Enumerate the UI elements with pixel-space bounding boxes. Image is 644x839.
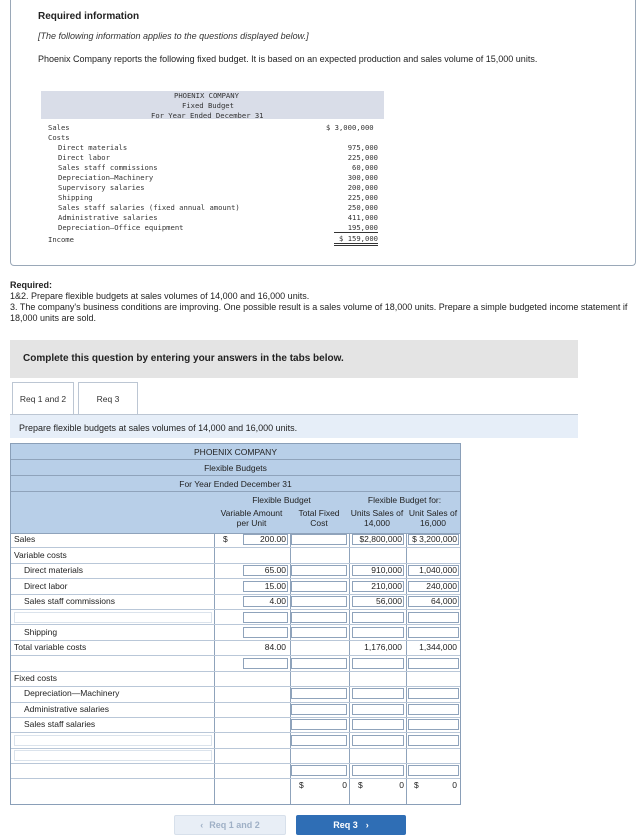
blank-fixed-row-fixed-input[interactable]: [291, 735, 347, 746]
next-button[interactable]: [296, 815, 406, 835]
fixed-budget-item-label: Depreciation—Machinery: [58, 173, 154, 182]
fixed-budget-period: For Year Ended December 31: [151, 111, 264, 120]
required-line-1: 1&2. Prepare flexible budgets at sales volumes of 14,000 and 16,000 units.: [10, 291, 310, 301]
ssc-fixed-input[interactable]: [291, 596, 347, 607]
ssc-16000-value: 64,000: [431, 596, 457, 606]
chevron-right-icon: ›: [365, 820, 369, 830]
row-depreciation-machinery-label: Depreciation—Machinery: [24, 688, 120, 698]
information-description: Phoenix Company reports the following fixed budget. It is based on an expected production and sales volume of 15,000 units.: [38, 54, 538, 64]
contribution-variable-input[interactable]: [243, 658, 288, 669]
contribution-14000-input[interactable]: [352, 658, 404, 669]
shipping-14000-input[interactable]: [352, 627, 404, 638]
fixed-budget-item-value: 60,000: [352, 163, 378, 172]
row-sales-label: Sales: [14, 534, 36, 544]
fixed-budget-company: PHOENIX COMPANY: [174, 91, 239, 100]
dl-16000-value: 240,000: [426, 581, 457, 591]
sales-16000-value: $ 3,200,000: [412, 534, 457, 544]
blank-row-variable-input[interactable]: [243, 612, 288, 623]
row-shipping-label: Shipping: [24, 627, 58, 637]
admin-fixed-input[interactable]: [291, 704, 347, 715]
fixed-budget-item-label: Direct labor: [58, 153, 110, 162]
shipping-fixed-input[interactable]: [291, 627, 347, 638]
admin-14000-input[interactable]: [352, 704, 404, 715]
instruction-text: Complete this question by entering your answers in the tabs below.: [23, 353, 344, 364]
total-fixed-value: 0: [342, 780, 347, 790]
dep-fixed-input[interactable]: [291, 688, 347, 699]
information-note: [The following information applies to the questions displayed below.]: [38, 31, 309, 41]
contribution-16000-input[interactable]: [408, 658, 459, 669]
fixed-budget-item-label: Depreciation—Office equipment: [58, 223, 184, 232]
total-14000-input[interactable]: [352, 765, 404, 776]
sss-fixed-input[interactable]: [291, 719, 347, 730]
dep-14000-input[interactable]: [352, 688, 404, 699]
blank-row-16000-input[interactable]: [408, 612, 459, 623]
flex-company: PHOENIX COMPANY: [194, 447, 277, 457]
dl-fixed-input[interactable]: [291, 581, 347, 592]
fixed-budget-item-value: 300,000: [347, 173, 378, 182]
col-total-fixed-cost: Total Fixed Cost: [298, 508, 340, 528]
row-sales-staff-commissions-label: Sales staff commissions: [24, 596, 116, 606]
tvc-16000-value: 1,344,000: [419, 642, 457, 652]
sales-variable-value: 200.00: [260, 534, 286, 544]
fixed-budget-item-label: Sales staff salaries (fixed annual amount): [58, 203, 240, 212]
fixed-budget-item-value: 411,000: [347, 213, 378, 222]
row-sales-staff-salaries-label: Sales staff salaries: [24, 719, 96, 729]
fixed-budget-item-value: 225,000: [347, 193, 378, 202]
blank-fixed-row-label-input[interactable]: [14, 735, 212, 746]
fixed-budget-item-label: Sales staff commissions: [58, 163, 158, 172]
total-16000-dollar: $: [414, 780, 419, 790]
dm-fixed-input[interactable]: [291, 565, 347, 576]
row-administrative-salaries-label: Administrative salaries: [24, 704, 110, 714]
dm-14000-value: 910,000: [371, 565, 402, 575]
ssc-14000-value: 56,000: [376, 596, 402, 606]
fixed-budget-item-value: 250,000: [347, 203, 378, 212]
fixed-budget-sales-label: Sales: [48, 123, 70, 132]
fixed-budget-income-label: Income: [48, 235, 74, 244]
tab-prompt-bar: [10, 414, 578, 438]
dep-16000-input[interactable]: [408, 688, 459, 699]
col-units-16000: Unit Sales of 16,000: [408, 508, 458, 528]
fixed-budget-item-label: Direct materials: [58, 143, 128, 152]
required-line-2: 3. The company's business conditions are improving. One possible result is a sales volume of 18,000 units. Prepare a simple budgeted income statement if 18,000 units are sold.: [10, 302, 628, 323]
fixed-budget-item-value: 195,000: [334, 223, 378, 233]
dm-variable-value: 65.00: [264, 565, 286, 575]
prev-button-label: Req 1 and 2: [209, 820, 260, 830]
chevron-left-icon: ‹: [200, 820, 204, 830]
shipping-16000-input[interactable]: [408, 627, 459, 638]
sales-dollar-sign: $: [223, 534, 228, 544]
dl-variable-value: 15.00: [264, 581, 286, 591]
total-16000-value: 0: [452, 780, 457, 790]
prev-button[interactable]: [174, 815, 286, 835]
flex-title: Flexible Budgets: [204, 463, 267, 473]
tvc-variable-value: 84.00: [264, 642, 286, 652]
total-fixed-dollar: $: [299, 780, 304, 790]
row-direct-materials-label: Direct materials: [24, 565, 84, 575]
flex-period: For Year Ended December 31: [179, 479, 292, 489]
fixed-budget-sales-value: $ 3,000,000: [326, 123, 374, 132]
fixed-budget-costs-label: Costs: [48, 133, 70, 142]
tab-req-3[interactable]: Req 3: [78, 382, 138, 414]
col-variable-amount: Variable Amount per Unit: [220, 508, 283, 528]
sss-16000-input[interactable]: [408, 719, 459, 730]
dl-14000-value: 210,000: [371, 581, 402, 591]
shipping-variable-input[interactable]: [243, 627, 288, 638]
blank-fixed-row-14000-input[interactable]: [352, 735, 404, 746]
instruction-bar: [10, 340, 578, 378]
flexible-budget-table: [10, 443, 461, 805]
tab-req-1-and-2[interactable]: Req 1 and 2: [12, 382, 74, 414]
fixed-budget-title: Fixed Budget: [182, 101, 234, 110]
flex-group-flexible-budget-for: Flexible Budget for:: [367, 495, 442, 505]
fixed-budget-item-value: 975,000: [347, 143, 378, 152]
total-16000-input[interactable]: [408, 765, 459, 776]
row-direct-labor-label: Direct labor: [24, 581, 68, 591]
dm-16000-value: 1,040,000: [419, 565, 457, 575]
fixed-budget-item-label: Shipping: [58, 193, 93, 202]
fixed-budget-income-value: $ 159,000: [334, 234, 378, 246]
row-fixed-costs-label: Fixed costs: [14, 673, 57, 683]
tab-prompt: Prepare flexible budgets at sales volumes of 14,000 and 16,000 units.: [19, 423, 298, 433]
blank-row-fixed-input[interactable]: [291, 612, 347, 623]
total-14000-dollar: $: [358, 780, 363, 790]
fixed-budget-item-value: 200,000: [347, 183, 378, 192]
blank-row-14000-input[interactable]: [352, 612, 404, 623]
total-14000-value: 0: [399, 780, 404, 790]
total-fixed-row-label-input[interactable]: [14, 750, 212, 761]
sss-14000-input[interactable]: [352, 719, 404, 730]
blank-row-label-input[interactable]: [14, 612, 212, 623]
fixed-budget-item-label: Administrative salaries: [58, 213, 158, 222]
fixed-budget-item-label: Supervisory salaries: [58, 183, 145, 192]
blank-fixed-row-16000-input[interactable]: [408, 735, 459, 746]
total-fixed-input[interactable]: [291, 765, 347, 776]
admin-16000-input[interactable]: [408, 704, 459, 715]
fixed-budget-item-value: 225,000: [347, 153, 378, 162]
sales-14000-value: $2,800,000: [359, 534, 402, 544]
contribution-fixed-input[interactable]: [291, 658, 347, 669]
ssc-variable-value: 4.00: [269, 596, 286, 606]
next-button-label: Req 3: [333, 820, 358, 830]
sales-fixed-input[interactable]: [291, 534, 347, 545]
col-units-14000: Units Sales of 14,000: [350, 508, 404, 528]
flex-group-flexible-budget: Flexible Budget: [252, 495, 311, 505]
tvc-14000-value: 1,176,000: [364, 642, 402, 652]
required-section: [10, 280, 640, 324]
required-information-title: Required information: [38, 11, 140, 22]
row-total-variable-costs-label: Total variable costs: [14, 642, 87, 652]
required-heading: Required:: [10, 280, 53, 290]
row-variable-costs-label: Variable costs: [14, 550, 67, 560]
